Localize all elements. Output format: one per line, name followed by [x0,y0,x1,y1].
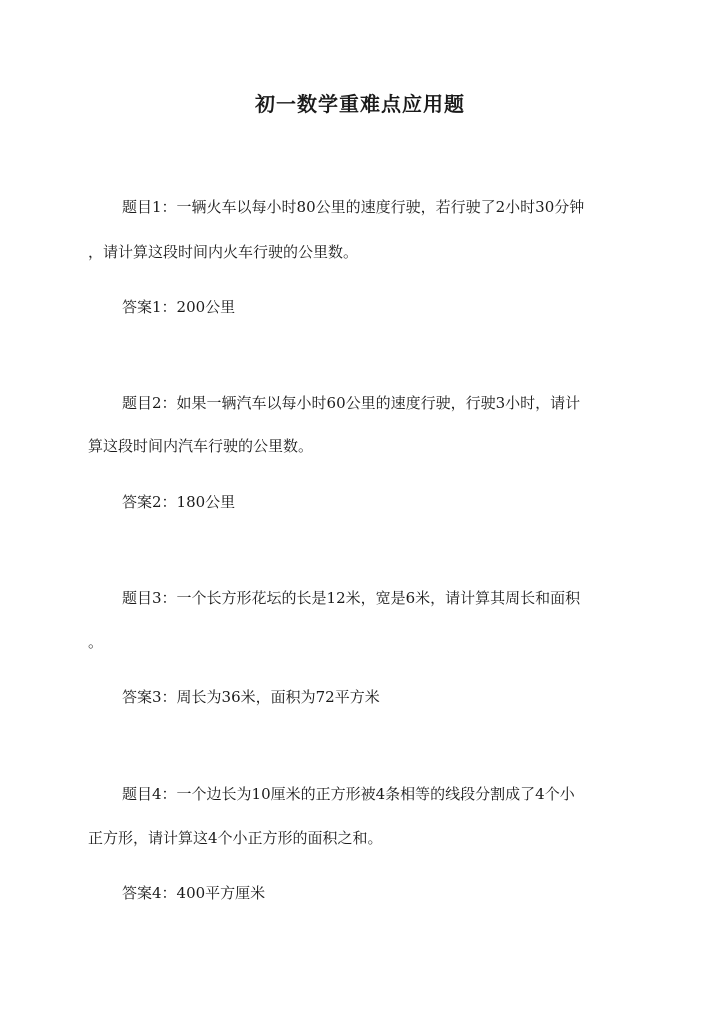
problem-2-question-line-1: 题目2：如果一辆汽车以每小时60公里的速度行驶，行驶3小时，请计 [122,394,581,412]
problem-1-answer: 答案1：200公里 [122,298,236,316]
problem-4-question-line-2: 正方形，请计算这4个小正方形的面积之和。 [88,829,383,847]
problem-3-question-line-1: 题目3：一个长方形花坛的长是12米，宽是6米，请计算其周长和面积 [122,589,581,607]
problem-2-question-line-2: 算这段时间内汽车行驶的公里数。 [88,437,314,455]
problem-1-question-line-2: ，请计算这段时间内火车行驶的公里数。 [88,243,359,261]
problem-3-answer: 答案3：周长为36米，面积为72平方米 [122,688,380,706]
document-title: 初一数学重难点应用题 [255,92,465,116]
problem-4-answer: 答案4：400平方厘米 [122,884,266,902]
problem-1-question-line-1: 题目1：一辆火车以每小时80公里的速度行驶，若行驶了2小时30分钟 [122,198,585,216]
problem-3-question-line-2: 。 [88,633,104,651]
problem-2-answer: 答案2：180公里 [122,493,236,511]
problem-4-question-line-1: 题目4：一个边长为10厘米的正方形被4条相等的线段分割成了4个小 [122,785,575,803]
